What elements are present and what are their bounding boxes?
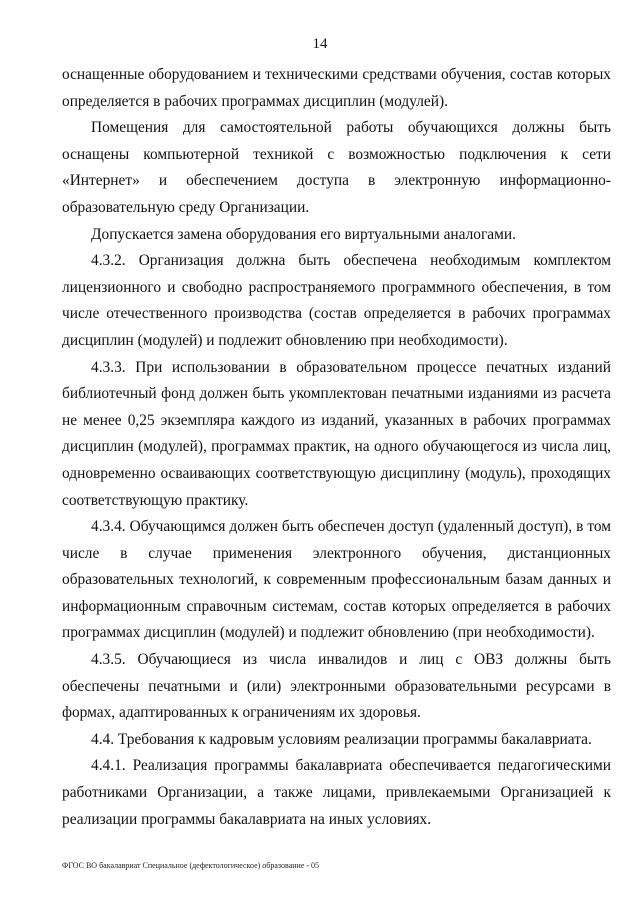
paragraph-workrooms: Помещения для самостоятельной работы обучающихся должны быть оснащены компьютерной техникой с возможностью подключения к сети «Интернет» и обеспечением доступа в электронную информационно-образовательную среду Организации.: [62, 119, 611, 216]
paragraph-4-4-1: 4.4.1. Реализация программы бакалавриата обеспечивается педагогическими работниками Организации, а также лицами, привлекаемыми Организацией к реализации программы бакалавриата на иных условиях.: [62, 757, 611, 828]
paragraph-4-3-2: 4.3.2. Организация должна быть обеспечена необходимым комплектом лицензионного и свободно распространяемого программного обеспечения, в том числе отечественного производства (состав определяется в рабочих программах дисциплин (модулей) и подлежит обновлению при необходимости).: [62, 252, 611, 349]
document-body: [62, 62, 611, 833]
paragraph-4-4: 4.4. Требования к кадровым условиям реализации программы бакалавриата.: [91, 730, 592, 748]
page-number: 14: [312, 36, 328, 52]
page-footer: ФГОС ВО бакалавриат Специальное (дефектологическое) образование - 05: [62, 861, 320, 870]
paragraph-continuation: оснащенные оборудованием и техническими средствами обучения, состав которых определяется в рабочих программах дисциплин (модулей).: [62, 66, 611, 110]
paragraph-4-3-4: 4.3.4. Обучающимся должен быть обеспечен доступ (удаленный доступ), в том числе в случае применения электронного обучения, дистанционных образовательных технологий, к современным профессиональным базам данных и информационным справочным системам, состав которых определяется в рабочих программах дисциплин (модулей) и подлежит обновлению (при необходимости).: [62, 518, 611, 642]
paragraph-4-3-3: 4.3.3. При использовании в образовательном процессе печатных изданий библиотечный фонд должен быть укомплектован печатными изданиями из расчета не менее 0,25 экземпляра каждого из изданий, указанных в рабочих программах дисциплин (модулей), программах практик, на одного обучающегося из числа лиц, одновременно осваивающих соответствующую дисциплину (модуль), проходящих соответствующую практику.: [62, 358, 611, 509]
paragraph-4-3-5: 4.3.5. Обучающиеся из числа инвалидов и лиц с ОВЗ должны быть обеспечены печатными и (или) электронными образовательными ресурсами в формах, адаптированных к ограничениям их здоровья.: [62, 651, 611, 722]
paragraph-virtual-analogs: Допускается замена оборудования его виртуальными аналогами.: [91, 225, 516, 243]
